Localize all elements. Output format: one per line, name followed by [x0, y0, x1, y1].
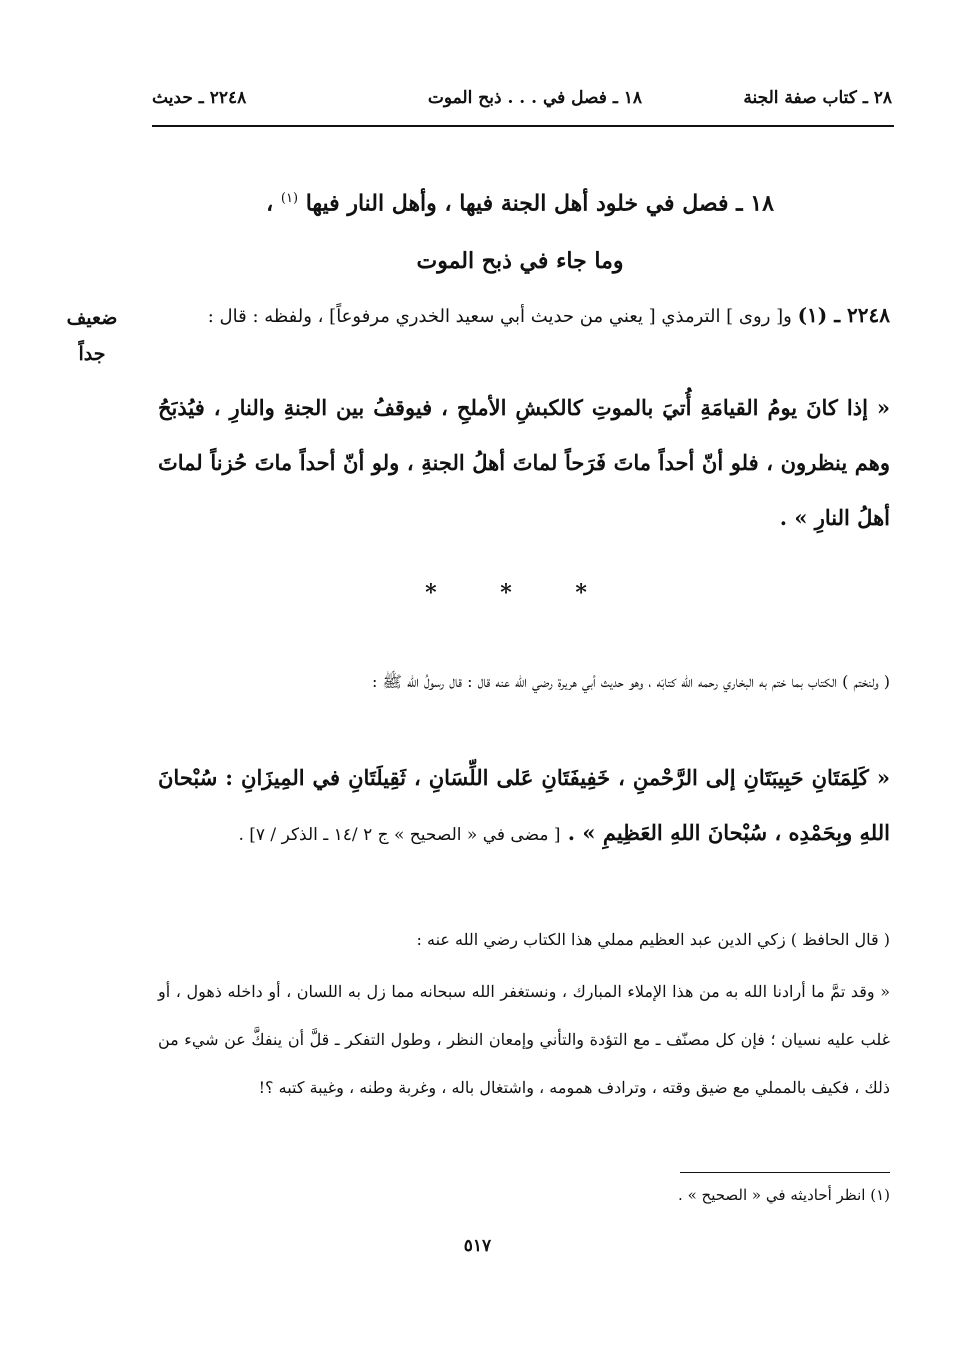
hafidh-statement: ( قال الحافظ ) زكي الدين عبد العظيم مملي هذا الكتاب رضي الله عنه :: [416, 930, 890, 949]
hadith-introduction: [158, 290, 890, 342]
footnote: (١) انظر أحاديثه في « الصحيح » .: [678, 1186, 890, 1204]
closing-hadith-text: « كَلِمَتَانِ حَبِيبَتَانِ إلى الرَّحْمنِ ، خَفِيفَتَانِ عَلى اللِّسَانِ ، ثَقِيلَتَانِ في المِيزَانِ : سُبْحانَ اللهِ وبِحَمْدِه ، سُبْحانَ اللهِ العَظِيمِ » .: [158, 765, 890, 845]
header-hadith-number: ٢٢٤٨ ـ حديث: [152, 88, 247, 108]
header-divider: [152, 125, 894, 127]
section-separator: * * *: [425, 580, 615, 606]
footnote-divider: [680, 1172, 890, 1173]
hadith-number: ٢٢٤٨ ـ (١): [797, 303, 890, 327]
hadith-text: « إذا كانَ يومُ القيامَةِ أُتيَ بالموتِ كالكبشِ الأملحِ ، فيوقفُ بين الجنةِ والنارِ ، فيُذبَحُ وهم ينظرون ، فلو أنّ أحداً ماتَ فَرَحاً لماتَ أهلُ الجنةِ ، ولو أنّ أحداً ماتَ حُزناً لماتَ أهلُ النارِ » .: [158, 395, 890, 530]
closing-supplication: « وقد تمَّ ما أرادنا الله به من هذا الإملاء المبارك ، ونستغفر الله سبحانه مما زل به اللسان ، أو داخله ذهول ، أو غلب عليه نسيان ؛ فإن كل مصنّف ـ مع التؤدة والتأني وإمعان النظر ، وطول التفكر ـ قلَّ أن ينفكَّ عن شيء من ذلك ، فكيف بالمملي مع ضيق وقته ، وترادف همومه ، واشتغال باله ، وغربة وطنه ، وغيبة كتبه ؟!: [158, 982, 890, 1097]
page-number: ٥١٧: [463, 1236, 492, 1256]
closing-hadith: [158, 750, 890, 863]
hadith-chain: و[ روى ] الترمذي [ يعني من حديث أبي سعيد الخدري مرفوعاً] ، ولفظه : قال :: [207, 306, 792, 327]
footnote-reference: (١): [280, 191, 299, 206]
chapter-heading: [150, 170, 890, 290]
header-chapter-title: ١٨ ـ فصل في . . . ذبح الموت: [427, 88, 642, 108]
header-book-title: ٢٨ ـ كتاب صفة الجنة: [743, 88, 892, 108]
closing-hadith-reference: [ مضى في « الصحيح » ج ٢ /١٤ ـ الذكر / ٧] .: [238, 825, 561, 845]
running-header: [152, 88, 892, 118]
hadith-grade: ضعيف جداً: [66, 307, 118, 365]
chapter-heading-line-1: ١٨ ـ فصل في خلود أهل الجنة فيها ، وأهل النار فيها $^{(١)}$ ،: [266, 190, 774, 217]
chapter-heading-line-2: وما جاء في ذبح الموت: [416, 248, 624, 275]
closing-introduction: ( ولنختم ) الكتاب بما ختم به البخاري رحمه الله كتابَه ، وهو حديث أبي هريرة رضي الله عنه قال : قال رسولُ الله ﷺ :: [372, 672, 890, 691]
